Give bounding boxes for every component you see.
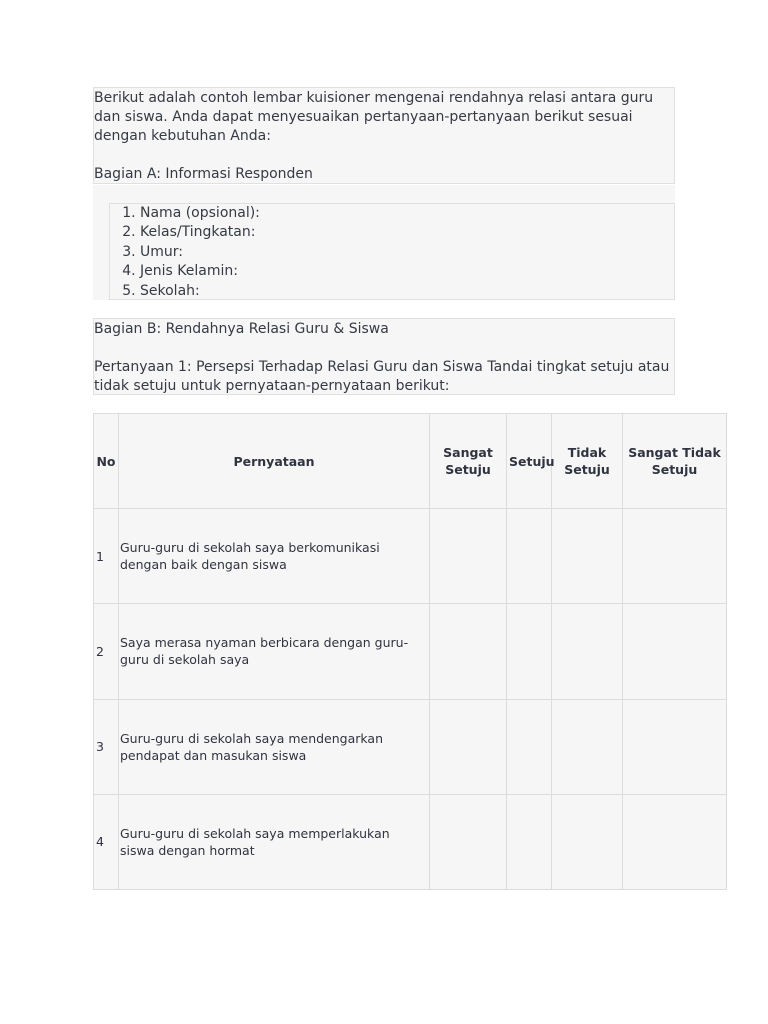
section-b-block (93, 318, 675, 395)
cell-setuju[interactable] (507, 794, 552, 889)
row-statement: Saya merasa nyaman berbicara dengan guru-guru di sekolah saya (119, 604, 430, 699)
cell-tidak-setuju[interactable] (552, 794, 623, 889)
row-statement: Guru-guru di sekolah saya mendengarkan pendapat dan masukan siswa (119, 699, 430, 794)
question-1-text: Pertanyaan 1: Persepsi Terhadap Relasi Guru dan Siswa Tandai tingkat setuju atau tidak setuju untuk pernyataan-pernyataan berikut: (94, 359, 670, 394)
row-number: 1 (94, 509, 119, 604)
table-row (94, 794, 727, 889)
cell-tidak-setuju[interactable] (552, 699, 623, 794)
cell-sangat-setuju[interactable] (430, 794, 507, 889)
questionnaire-table (93, 413, 727, 890)
field-nama: 1. Nama (opsional): (140, 204, 674, 223)
cell-sangat-setuju[interactable] (430, 699, 507, 794)
cell-sangat-tidak-setuju[interactable] (623, 794, 727, 889)
cell-sangat-tidak-setuju[interactable] (623, 509, 727, 604)
row-number: 2 (94, 604, 119, 699)
field-sekolah: 5. Sekolah: (140, 282, 674, 301)
cell-sangat-tidak-setuju[interactable] (623, 699, 727, 794)
intro-text: Berikut adalah contoh lembar kuisioner mengenai rendahnya relasi antara guru dan siswa. Anda dapat menyesuaikan pertanyaan-pertanyaan berikut sesuai dengan kebutuhan Anda: (94, 90, 654, 144)
cell-tidak-setuju[interactable] (552, 509, 623, 604)
header-tidak-setuju: Tidak Setuju (552, 414, 623, 509)
cell-tidak-setuju[interactable] (552, 604, 623, 699)
table-row (94, 604, 727, 699)
row-statement: Guru-guru di sekolah saya berkomunikasi dengan baik dengan siswa (119, 509, 430, 604)
header-setuju: Setuju (507, 414, 552, 509)
table-header-row (94, 414, 727, 509)
section-b-title: Bagian B: Rendahnya Relasi Guru & Siswa (94, 321, 389, 337)
cell-setuju[interactable] (507, 604, 552, 699)
header-sangat-setuju: Sangat Setuju (430, 414, 507, 509)
cell-sangat-tidak-setuju[interactable] (623, 604, 727, 699)
respondent-fields-list (109, 203, 675, 300)
cell-setuju[interactable] (507, 699, 552, 794)
table-row (94, 699, 727, 794)
field-jenis-kelamin: 4. Jenis Kelamin: (140, 262, 674, 281)
field-umur: 3. Umur: (140, 243, 674, 262)
table-row (94, 509, 727, 604)
header-pernyataan: Pernyataan (119, 414, 430, 509)
field-kelas: 2. Kelas/Tingkatan: (140, 223, 674, 242)
header-no: No (94, 414, 119, 509)
cell-sangat-setuju[interactable] (430, 509, 507, 604)
row-statement: Guru-guru di sekolah saya memperlakukan siswa dengan hormat (119, 794, 430, 889)
cell-setuju[interactable] (507, 509, 552, 604)
row-number: 4 (94, 794, 119, 889)
intro-block (93, 87, 675, 184)
section-a-title: Bagian A: Informasi Responden (94, 166, 313, 182)
header-sangat-tidak-setuju: Sangat Tidak Setuju (623, 414, 727, 509)
cell-sangat-setuju[interactable] (430, 604, 507, 699)
row-number: 3 (94, 699, 119, 794)
